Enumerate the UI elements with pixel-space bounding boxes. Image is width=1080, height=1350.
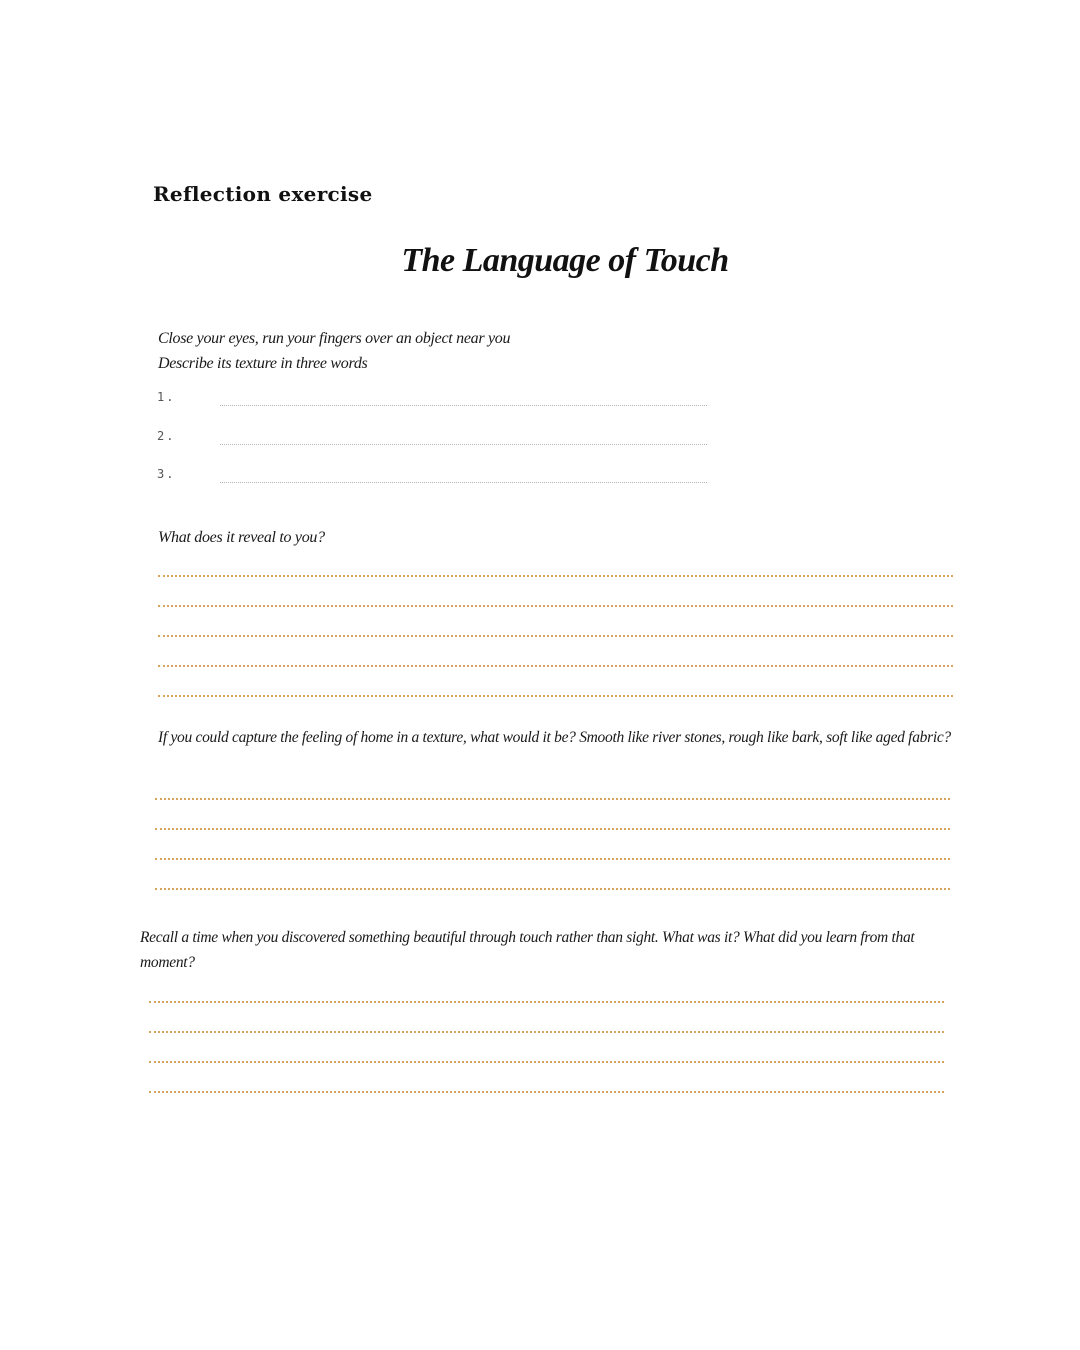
answer-line[interactable] <box>158 635 953 637</box>
answer-area-touch-discovery <box>149 1001 944 1121</box>
prompt-touch-object-line1: Close your eyes, run your fingers over an object near you <box>158 330 511 347</box>
prompt-home-texture: If you could capture the feeling of home in a texture, what would it be? Smooth like river stones, rough like bark, soft like aged fabric? <box>158 729 951 746</box>
answer-line[interactable] <box>158 605 953 607</box>
answer-line[interactable] <box>149 1091 944 1093</box>
texture-word-row-2 <box>157 429 707 449</box>
section-label: Reflection exercise <box>153 182 373 206</box>
texture-word-number: 1. <box>157 390 176 404</box>
texture-word-number: 2. <box>157 429 176 443</box>
texture-word-number: 3. <box>157 467 176 481</box>
answer-area-home-texture <box>155 798 950 918</box>
prompt-touch-object-line2: Describe its texture in three words <box>158 355 368 372</box>
texture-word-row-3 <box>157 467 707 487</box>
answer-line[interactable] <box>158 575 953 577</box>
prompt-touch-discovery: Recall a time when you discovered something beautiful through touch rather than sight. What was it? What did you learn from that moment? <box>140 929 915 971</box>
prompt-reveal: What does it reveal to you? <box>158 529 325 546</box>
page-title: The Language of Touch <box>401 242 729 279</box>
answer-line[interactable] <box>158 665 953 667</box>
answer-line[interactable] <box>155 828 950 830</box>
texture-word-input-line[interactable] <box>220 482 707 483</box>
answer-line[interactable] <box>155 858 950 860</box>
texture-word-row-1 <box>157 390 707 410</box>
answer-area-reveal <box>158 575 953 725</box>
answer-line[interactable] <box>158 695 953 697</box>
prompt-touch-object <box>158 326 510 376</box>
answer-line[interactable] <box>155 798 950 800</box>
answer-line[interactable] <box>149 1031 944 1033</box>
texture-word-input-line[interactable] <box>220 405 707 406</box>
texture-word-input-line[interactable] <box>220 444 707 445</box>
answer-line[interactable] <box>149 1061 944 1063</box>
answer-line[interactable] <box>149 1001 944 1003</box>
answer-line[interactable] <box>155 888 950 890</box>
